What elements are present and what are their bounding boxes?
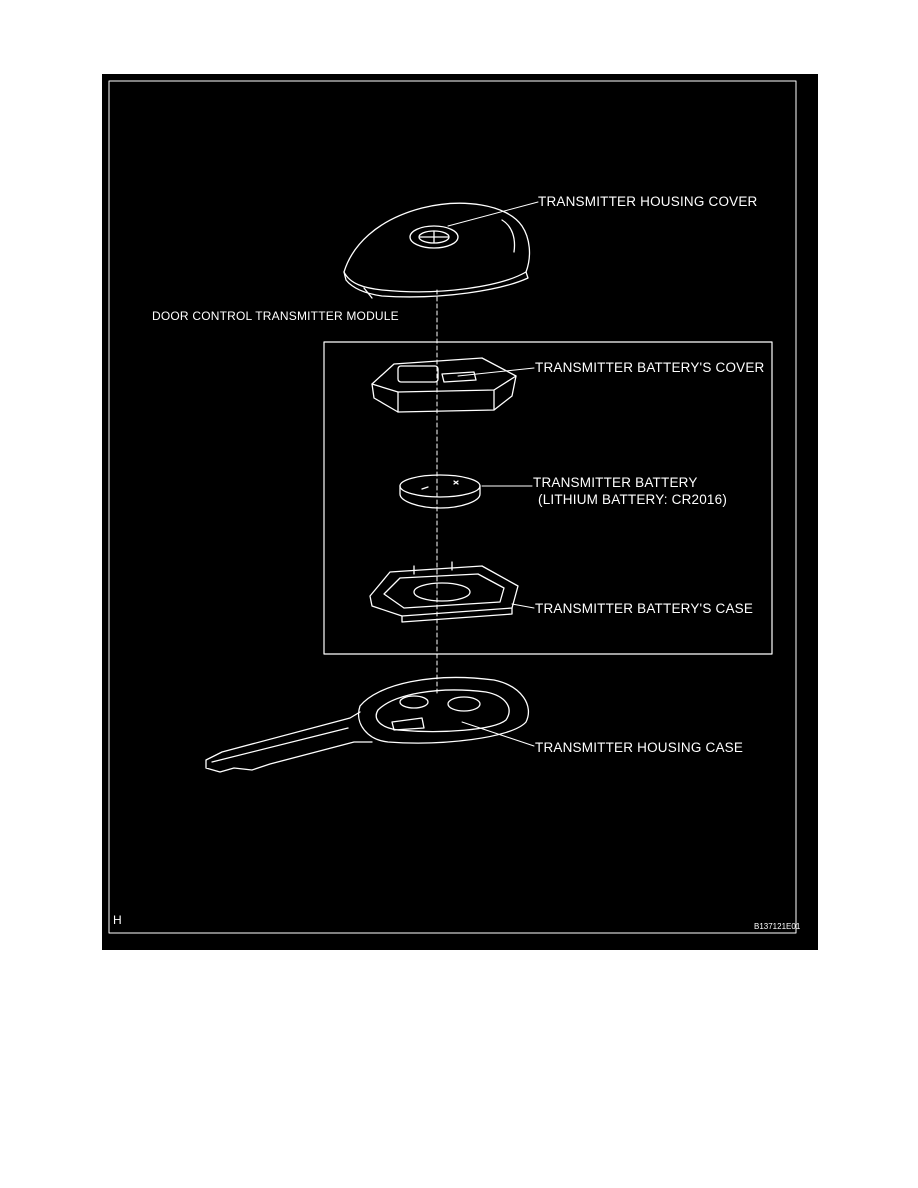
label-door-control-module: DOOR CONTROL TRANSMITTER MODULE bbox=[152, 309, 399, 323]
battery-cover-part bbox=[372, 358, 516, 412]
label-battery-cover: TRANSMITTER BATTERY'S COVER bbox=[535, 360, 765, 375]
label-battery-type: (LITHIUM BATTERY: CR2016) bbox=[538, 492, 728, 507]
label-battery: TRANSMITTER BATTERY bbox=[533, 475, 698, 490]
housing-cover-part bbox=[344, 203, 529, 298]
label-battery-case: TRANSMITTER BATTERY'S CASE bbox=[535, 601, 754, 616]
housing-case-part bbox=[206, 678, 528, 772]
corner-code: H bbox=[113, 913, 122, 927]
label-housing-case: TRANSMITTER HOUSING CASE bbox=[535, 740, 744, 755]
label-housing-cover: TRANSMITTER HOUSING COVER bbox=[538, 194, 758, 209]
exploded-diagram bbox=[102, 74, 818, 950]
battery-case-part bbox=[370, 562, 518, 622]
battery-part bbox=[400, 475, 480, 508]
figure-id: B137121E01 bbox=[754, 922, 801, 931]
